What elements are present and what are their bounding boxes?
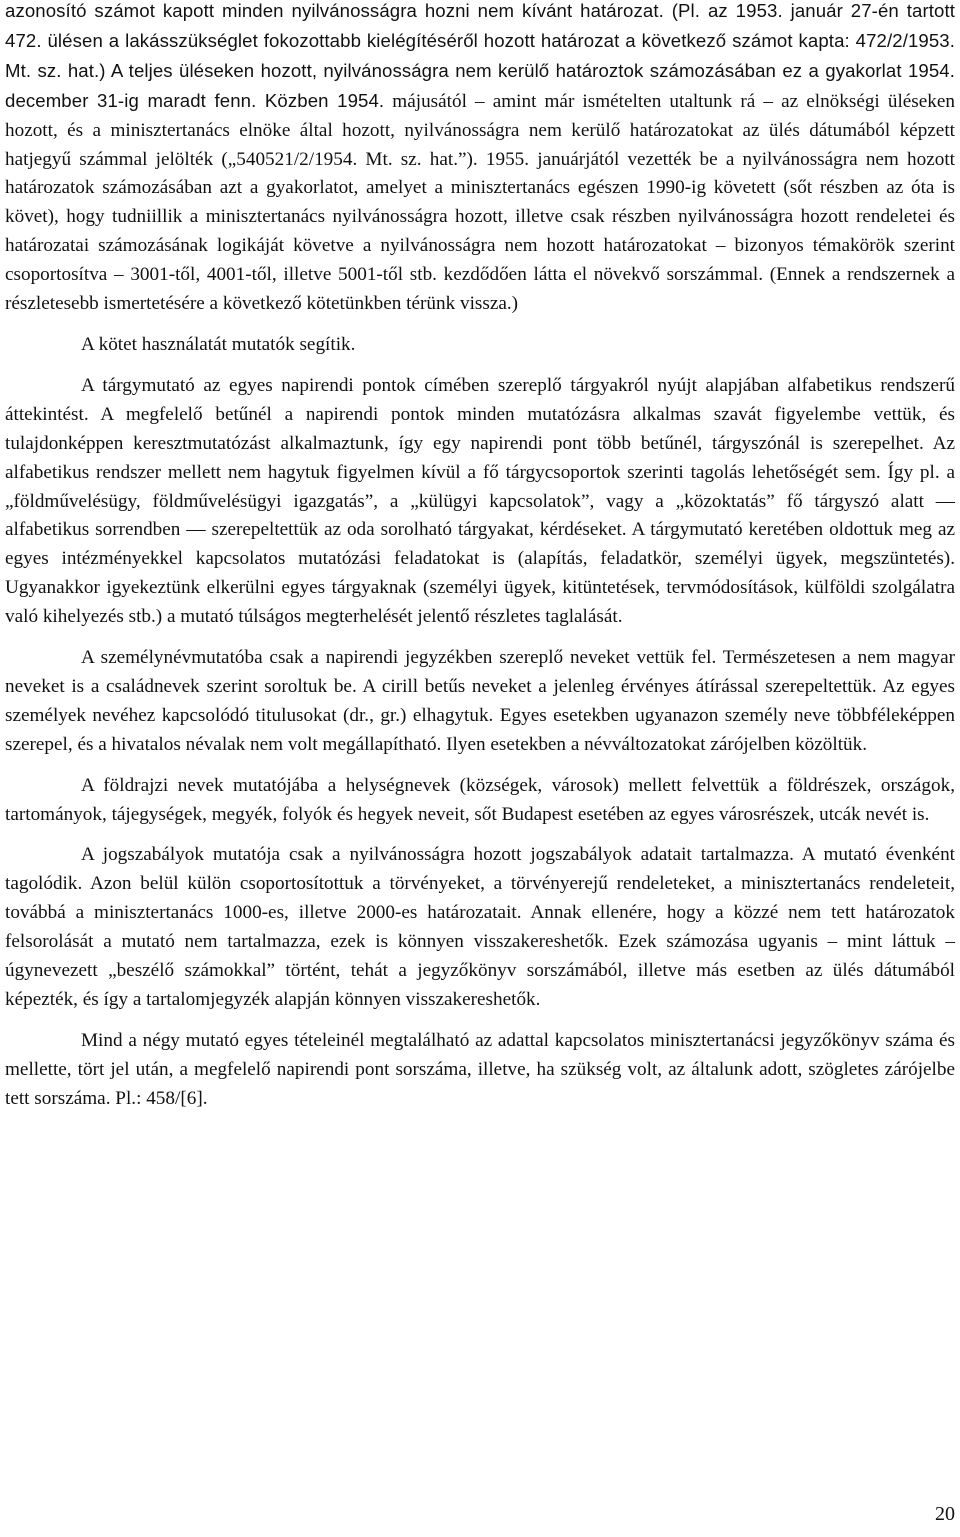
paragraph-index-references: Mind a négy mutató egyes tételeinél megtalálható az adattal kapcsolatos minisztertanácsi jegyzőkönyv száma és mellette, tört jel után, a megfelelő napirendi pont sorszáma, illetve, ha szükség volt, az általunk adott, szögletes zárójelbe tett sorszáma. Pl.: 458/[6]. (5, 1029, 955, 1109)
paragraph-numbering-practice (5, 0, 955, 319)
paragraph-geographic-index: A földrajzi nevek mutatójába a helységnevek (községek, városok) mellett felvettük a földrészek, országok, tartományok, tájegységek, megyék, folyók és hegyek neveit, sőt Budapest esetében az egyes városrészek, utcák nevét is. (5, 774, 955, 825)
paragraph-subject-index: A tárgymutató az egyes napirendi pontok címében szereplő tárgyakról nyújt alapjában alfabetikus rendszerű áttekintést. A megfelelő betűnél a napirendi pontok minden mutatózásra alkalmas szavát figyelembe vettük, és tulajdonképpen keresztmutatózást alkalmaztunk, így egy napirendi pont több betűnél, tárgyszónál is szerepelhet. Az alfabetikus rendszer mellett nem hagytuk figyelmen kívül a fő tárgycsoportok szerinti tagolás lehetőségét sem. Így pl. a „földművelésügy, földművelésügyi igazgatás”, a „külügyi kapcsolatok”, vagy a „közoktatás” fő tárgyszó alatt — alfabetikus sorrendben — szerepeltettük az oda sorolható tárgyakat, kérdéseket. A tárgymutató keretében oldottuk meg az egyes intézményekkel kapcsolatos mutatózási feladatokat is (alapítás, feladatkör, személyi ügyek, megszüntetés). Ugyanakkor igyekeztünk elkerülni egyes tárgyaknak (személyi ügyek, kitüntetések, tervmódosítások, külföldi szolgálatra való kihelyezés stb.) a mutató túlságos megterhelését jelentő részletes taglalását. (5, 374, 955, 628)
paragraph-legislation-index: A jogszabályok mutatója csak a nyilvánosságra hozott jogszabályok adatait tartalmazza. A mutató évenként tagolódik. Azon belül külön csoportosítottuk a törvényeket, a törvényerejű rendeleteket, a minisztertanács rendeleteit, továbbá a minisztertanács 1000-es, illetve 2000-es határozatait. Annak ellenére, hogy a közzé nem tett határozatok felsorolását a mutató nem tartalmazza, ezek is könnyen visszakereshetők. Ezek számozása ugyanis – mint láttuk – úgynevezett „beszélő számokkal” történt, tehát a jegyzőkönyv sorszámából, illetve más esetben az ülés dátumából képezték, és így a tartalomjegyzék alapján könnyen visszakereshetők. (5, 844, 955, 1010)
paragraph-body-text: májusától – amint már ismételten utaltunk rá – az elnökségi üléseken hozott, és a minisztertanács elnöke által hozott, nyilvánosságra nem kerülő határozatokat az ülés dátumából képzett hatjegyű számmal jelölték („540521/2/1954. Mt. sz. hat.”). 1955. januárjától vezették be a nyilvánosságra nem hozott határozatok számozásában azt a gyakorlatot, amelyet a minisztertanács egészen 1990-ig követett (sőt részben az óta is követ), hogy tudniillik a minisztertanács nyilvánosságra hozott, illetve csak részben nyilvánosságra hozott rendeletei és határozatai számozásának logikáját követve a nyilvánosságra nem hozott határozatokat – bizonyos témakörök szerint csoportosítva – 3001-től, 4001-től, illetve 5001-től stb. kezdődően látta el növekvő sorszámmal. (Ennek a rendszernek a részletesebb ismertetésére a következő kötetünkben térünk vissza.) (5, 90, 955, 315)
paragraph-lead-text: azonosító számot kapott minden nyilvánosságra hozni nem kívánt határozat. (Pl. az 1953. január 27-én tartott 472. ülésen a lakásszükséglet fokozottabb kielégítéséről hozott határozat a következő számot kapta: 472/2/1953. Mt. sz. hat.) A teljes üléseken hozott, nyilvánosságra nem kerülő határoztok számozásában ez a gyakorlat 1954. december 31-ig maradt fenn. Közben 1954. (5, 0, 955, 111)
page-number: 20 (935, 1503, 955, 1525)
document-page (5, 0, 955, 1114)
paragraph-name-index: A személynévmutatóba csak a napirendi jegyzékben szereplő neveket vettük fel. Természetesen a nem magyar neveket is a családnevek szerint soroltuk be. A cirill betűs neveket a jelenleg érvényes átírással szerepeltettük. Az egyes személyek nevéhez kapcsolódó titulusokat (dr., gr.) elhagytuk. Egyes esetekben ugyanazon személy neve többféleképpen szerepel, és a hivatalos névalak nem volt megállapítható. Ilyen esetekben a névváltozatokat zárójelben közöltük. (5, 647, 955, 755)
paragraph-indexes-intro: A kötet használatát mutatók segítik. (81, 333, 356, 355)
